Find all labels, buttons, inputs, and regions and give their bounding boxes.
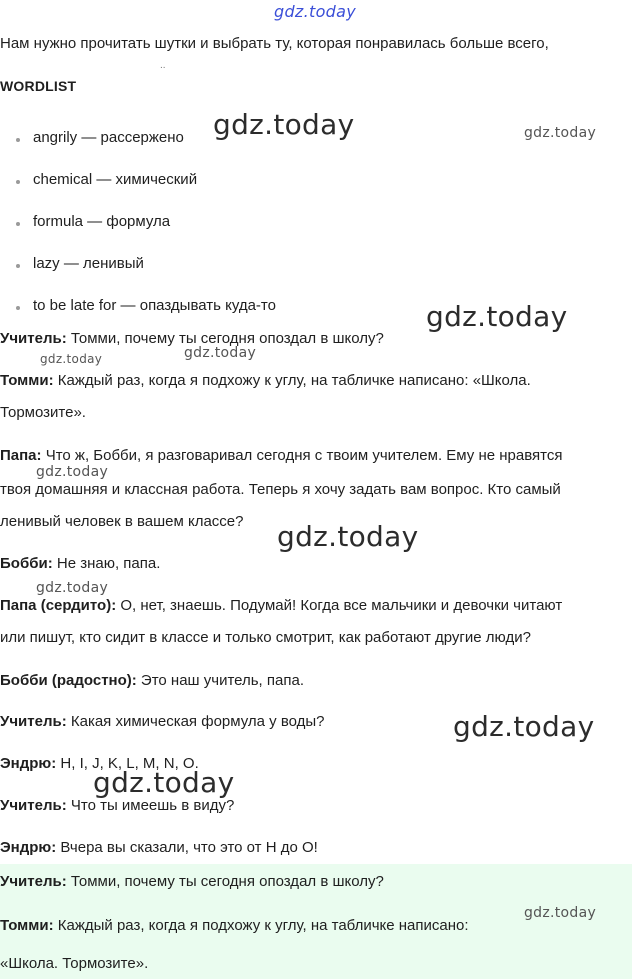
watermark: gdz.today bbox=[93, 766, 235, 799]
highlight-line bbox=[0, 916, 469, 936]
dialogue-line bbox=[0, 446, 562, 466]
speaker-label: Учитель: bbox=[0, 797, 67, 814]
wordlist-item: formula — формула bbox=[33, 213, 171, 230]
dialogue-line bbox=[0, 512, 244, 532]
watermark: gdz.today bbox=[524, 905, 597, 921]
line-text: Тормозите». bbox=[0, 404, 86, 421]
bullet-icon bbox=[16, 306, 20, 310]
intro-dots: .. bbox=[160, 60, 166, 71]
speaker-label: Томми: bbox=[0, 917, 54, 934]
watermark-top: gdz.today bbox=[274, 2, 356, 21]
watermark: gdz.today bbox=[426, 300, 568, 333]
line-text: ленивый человек в вашем классе? bbox=[0, 513, 244, 530]
speaker-label: Учитель: bbox=[0, 713, 67, 730]
speaker-label: Эндрю: bbox=[0, 755, 57, 772]
intro-text: Нам нужно прочитать шутки и выбрать ту, которая понравилась больше всего, bbox=[0, 35, 549, 52]
line-text: Какая химическая формула у воды? bbox=[66, 713, 325, 730]
speaker-label: Томми: bbox=[0, 372, 54, 389]
dialogue-line bbox=[0, 712, 325, 732]
watermark: gdz.today bbox=[213, 108, 355, 141]
speaker-label: Бобби: bbox=[0, 555, 53, 572]
speaker-label: Папа: bbox=[0, 447, 42, 464]
watermark: gdz.today bbox=[40, 352, 103, 366]
line-text: Томми, почему ты сегодня опоздал в школу? bbox=[66, 330, 384, 347]
watermark: gdz.today bbox=[277, 520, 419, 553]
bullet-icon bbox=[16, 222, 20, 226]
dialogue-line bbox=[0, 671, 304, 691]
line-text: твоя домашняя и классная работа. Теперь я хочу задать вам вопрос. Кто самый bbox=[0, 481, 561, 498]
dialogue-line bbox=[0, 371, 531, 391]
speaker-label: Эндрю: bbox=[0, 839, 57, 856]
wordlist-item: lazy — ленивый bbox=[33, 255, 144, 272]
dialogue-line bbox=[0, 838, 318, 858]
line-text: Томми, почему ты сегодня опоздал в школу? bbox=[66, 873, 384, 890]
highlight-line bbox=[0, 954, 148, 974]
watermark: gdz.today bbox=[524, 125, 597, 141]
watermark: gdz.today bbox=[36, 580, 109, 596]
line-text: «Школа. Тормозите». bbox=[0, 955, 149, 972]
watermark: gdz.today bbox=[453, 710, 595, 743]
dialogue-line bbox=[0, 628, 531, 648]
wordlist-item: to be late for — опаздывать куда-то bbox=[33, 297, 276, 314]
speaker-label: Учитель: bbox=[0, 330, 67, 347]
watermark: gdz.today bbox=[184, 345, 257, 361]
line-text: или пишут, кто сидит в классе и только смотрит, как работают другие люди? bbox=[0, 629, 531, 646]
dialogue-line bbox=[0, 403, 86, 423]
wordlist-heading: WORDLIST bbox=[0, 78, 77, 94]
dialogue-line bbox=[0, 554, 160, 574]
line-text: Что ты имеешь в виду? bbox=[66, 797, 235, 814]
dialogue-line bbox=[0, 796, 234, 816]
bullet-icon bbox=[16, 264, 20, 268]
speaker-label: Бобби (радостно): bbox=[0, 672, 137, 689]
line-text: Это наш учитель, папа. bbox=[136, 672, 304, 689]
bullet-icon bbox=[16, 138, 20, 142]
bullet-icon bbox=[16, 180, 20, 184]
dialogue-line bbox=[0, 596, 562, 616]
dialogue-line bbox=[0, 480, 561, 500]
line-text: H, I, J, K, L, M, N, O. bbox=[56, 755, 199, 772]
wordlist-item: angrily — рассержено bbox=[33, 129, 184, 146]
speaker-label: Папа (сердито): bbox=[0, 597, 117, 614]
line-text: Каждый раз, когда я подхожу к углу, на табличке написано: «Школа. bbox=[53, 372, 531, 389]
line-text: Каждый раз, когда я подхожу к углу, на табличке написано: bbox=[53, 917, 469, 934]
watermark: gdz.today bbox=[36, 464, 109, 480]
speaker-label: Учитель: bbox=[0, 873, 67, 890]
line-text: Вчера вы сказали, что это от H до O! bbox=[56, 839, 318, 856]
line-text: Не знаю, папа. bbox=[52, 555, 161, 572]
line-text: О, нет, знаешь. Подумай! Когда все мальчики и девочки читают bbox=[116, 597, 563, 614]
line-text: Что ж, Бобби, я разговаривал сегодня с твоим учителем. Ему не нравятся bbox=[41, 447, 563, 464]
highlight-line bbox=[0, 872, 384, 892]
wordlist-item: chemical — химический bbox=[33, 171, 198, 188]
